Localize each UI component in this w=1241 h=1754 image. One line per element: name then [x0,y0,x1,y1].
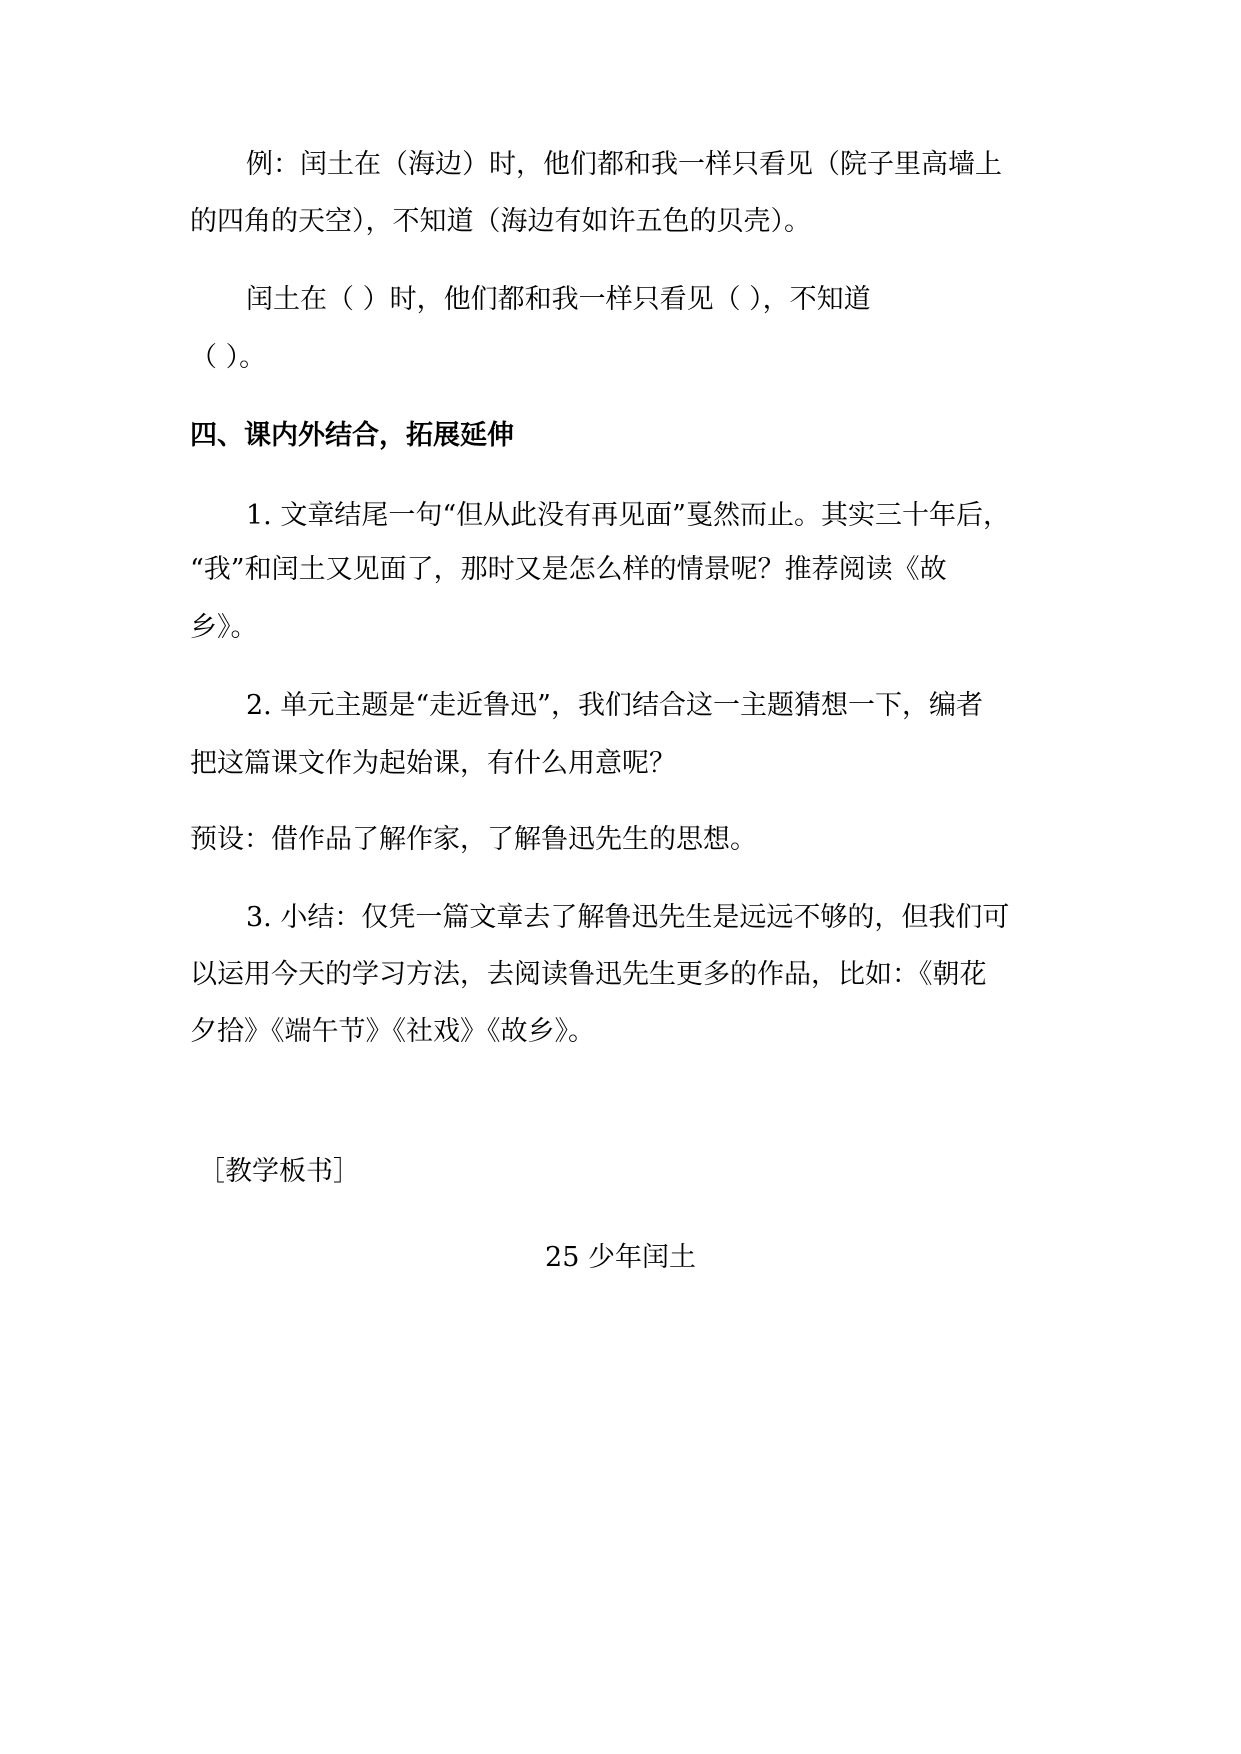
section-heading: 四、课内外结合，拓展延伸 [190,420,514,451]
fill-blank-line-1: 闰土在（ ）时，他们都和我一样只看见（ ），不知道 [246,284,871,315]
board-title: 25 少年闰土 [545,1242,696,1273]
item-3-line-2: 以运用今天的学习方法，去阅读鲁迅先生更多的作品，比如：《朝花 [190,959,987,990]
item-1-line-2: “我”和闰土又见面了，那时又是怎么样的情景呢？推荐阅读《故 [190,554,947,585]
example-line-2: 的四角的天空），不知道（海边有如许五色的贝壳）。 [190,206,811,237]
item-2-line-2: 把这篇课文作为起始课，有什么用意呢？ [190,748,676,779]
example-line-1: 例：闰土在（海边）时，他们都和我一样只看见（院子里高墙上 [246,149,1002,180]
item-3-line-3: 夕拾》《端午节》《社戏》《故乡》。 [190,1016,595,1047]
board-label: ［教学板书］ [198,1156,360,1187]
item-1-line-1: 1. 文章结尾一句“但从此没有再见面”戛然而止。其实三十年后， [246,500,1010,531]
item-1-line-3: 乡》。 [190,612,258,643]
item-3-line-1: 3. 小结：仅凭一篇文章去了解鲁迅先生是远远不够的，但我们可 [246,902,1010,933]
item-2-line-1: 2. 单元主题是“走近鲁迅”，我们结合这一主题猜想一下，编者 [246,690,983,721]
preset-line: 预设：借作品了解作家，了解鲁迅先生的思想。 [190,824,757,855]
fill-blank-line-2: （ ）。 [190,342,267,373]
